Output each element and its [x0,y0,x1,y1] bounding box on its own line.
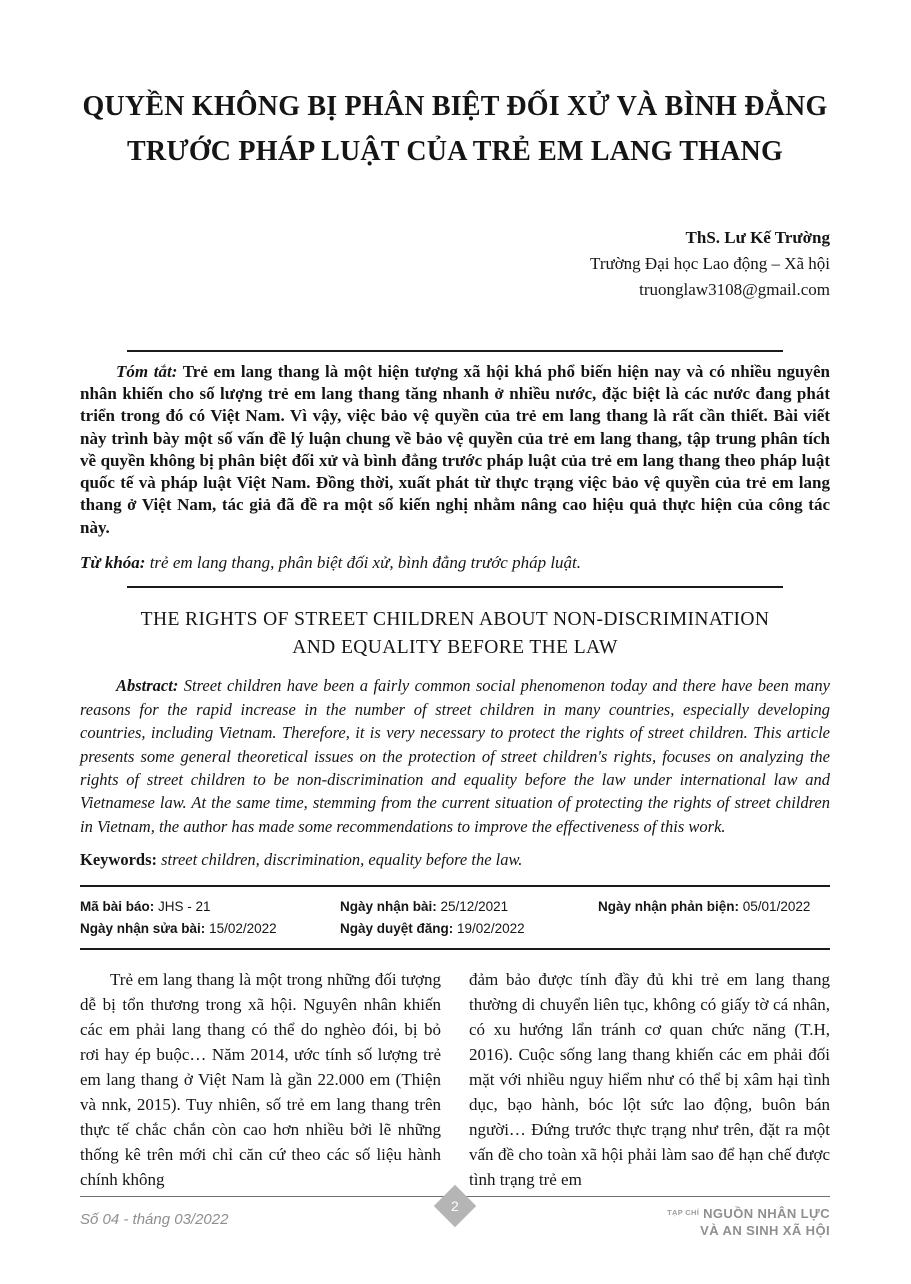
abstract-vi [80,361,830,539]
keywords-vi [80,552,830,574]
keywords-en-label: Keywords: [80,850,157,870]
abstract-en-label: Abstract: [116,676,179,696]
article-title-line1: QUYỀN KHÔNG BỊ PHÂN BIỆT ĐỐI XỬ VÀ BÌNH ĐẲNG [82,91,828,122]
journal-name-line1: NGUỒN NHÂN LỰC [703,1206,830,1221]
abstract-en [80,674,830,838]
body-text [80,968,830,1193]
keywords-vi-text: trẻ em lang thang, phân biệt đối xử, bình đẳng trước pháp luật. [149,552,582,572]
body-column-right [469,968,830,1193]
meta-received [340,896,598,918]
divider-abstract-top [127,350,783,352]
page-footer [80,1196,830,1259]
author-block [80,225,830,304]
divider-abstract-bottom [127,586,783,588]
author-name: ThS. Lư Kế Trường [685,227,830,247]
meta-accepted-value: 19/02/2022 [457,921,525,936]
keywords-en [80,849,830,870]
meta-row-1 [80,896,830,918]
meta-revised-value: 15/02/2022 [209,921,277,936]
body-column-left-text: Trẻ em lang thang là một trong những đối tượng dễ bị tổn thương trong xã hội. Nguyên nhân khiến các em phải lang thang có thể do nghèo đói, bị bỏ rơi hay ép buộc… Năm 2014, ước tính số lượng trẻ em lang thang ở Việt Nam là gần 22.000 em (Thiện và nnk, 2015). Tuy nhiên, số trẻ em lang thang trên thực tế chắc chắn còn cao hơn nhiều bởi lẽ những thống kê trên mới chỉ căn cứ theo các số liệu hành chính không [80,970,441,1190]
abstract-en-text: Street children have been a fairly common social phenomenon today and there have been many reasons for the rapid increase in the number of street children in many countries, especially developing countries, including Vietnam. Therefore, it is very necessary to protect the rights of street children. This article presents some general theoretical issues on the protection of street children's rights, focuses on analyzing the rights of street children to be non-discrimination and equality before the law under international law and Vietnamese law. At the same time, stemming from the current situation of protecting the rights of street children in Vietnam, the author has made some recommendations to improve the effectiveness of this work. [80,676,831,836]
author-email: truonglaw3108@gmail.com [639,280,830,300]
english-title [80,606,830,661]
meta-revised-label: Ngày nhận sửa bài: [80,921,206,936]
meta-received-label: Ngày nhận bài: [340,898,437,914]
meta-empty-cell [598,918,830,940]
footer-issue: Số 04 - tháng 03/2022 [80,1211,229,1228]
meta-revised [80,918,340,940]
divider-meta-top [80,885,830,887]
meta-reviewed [598,896,830,918]
meta-accepted [340,918,598,940]
body-column-left [80,968,441,1193]
meta-code [80,896,340,918]
abstract-vi-text: Trẻ em lang thang là một hiện tượng xã hội khá phổ biến hiện nay và có nhiều nguyên nhân khiến cho số lượng trẻ em lang thang tăng nhanh ở nhiều nước, đặc biệt là các nước đang phát triển trong đó có Việt Nam. Vì vậy, việc bảo vệ quyền của trẻ em lang thang là rất cần thiết. Bài viết này trình bày một số vấn đề lý luận chung về bảo vệ quyền của trẻ em lang thang, tập trung phân tích về quyền không bị phân biệt đối xử và bình đẳng trước pháp luật của trẻ em lang thang theo pháp luật quốc tế và pháp luật Việt Nam. Đồng thời, xuất phát từ thực trạng việc bảo vệ quyền của trẻ em lang thang ở Việt Nam, tác giả đã đề ra một số kiến nghị nhằm nâng cao hiệu quả thực hiện của công tác này. [80,361,830,537]
abstract-vi-label: Tóm tắt: [116,361,178,381]
divider-meta-bottom [80,948,830,950]
keywords-vi-label: Từ khóa: [80,552,146,572]
meta-code-value: JHS - 21 [158,898,211,914]
article-title [80,0,830,175]
english-title-line2: AND EQUALITY BEFORE THE LAW [292,636,618,658]
footer-journal-line1 [667,1206,830,1223]
keywords-en-text: street children, discrimination, equality before the law. [161,850,523,870]
meta-accepted-label: Ngày duyệt đăng: [340,921,454,936]
meta-code-label: Mã bài báo: [80,898,155,914]
article-meta [80,896,830,941]
footer-journal-line2: VÀ AN SINH XÃ HỘI [700,1222,830,1238]
body-column-right-text: đảm bảo được tính đầy đủ khi trẻ em lang thang thường di chuyển liên tục, không có giấy tờ cá nhân, có xu hướng lẩn tránh cơ quan chức năng (T.H, 2016). Cuộc sống lang thang khiến các em phải đối mặt với nhiều nguy hiểm như có thể bị xâm hại tình dục, bạo hành, bóc lột sức lao động, buôn bán người… Đứng trước thực trạng như trên, đặt ra một vấn đề cho toàn xã hội phải làm sao để hạn chế được tình trạng trẻ em [469,970,830,1190]
meta-row-2 [80,918,830,940]
journal-prefix: TẠP CHÍ [667,1208,700,1217]
page-number: 2 [451,1197,459,1214]
meta-reviewed-value: 05/01/2022 [742,898,811,914]
author-affiliation: Trường Đại học Lao động – Xã hội [590,254,830,274]
meta-reviewed-label: Ngày nhận phản biện: [598,898,740,914]
article-title-line2: TRƯỚC PHÁP LUẬT CỦA TRẺ EM LANG THANG [127,136,783,168]
footer-journal-name [667,1206,830,1240]
meta-received-value: 25/12/2021 [440,898,509,914]
english-title-line1: THE RIGHTS OF STREET CHILDREN ABOUT NON-DISCRIMINATION [140,608,770,630]
